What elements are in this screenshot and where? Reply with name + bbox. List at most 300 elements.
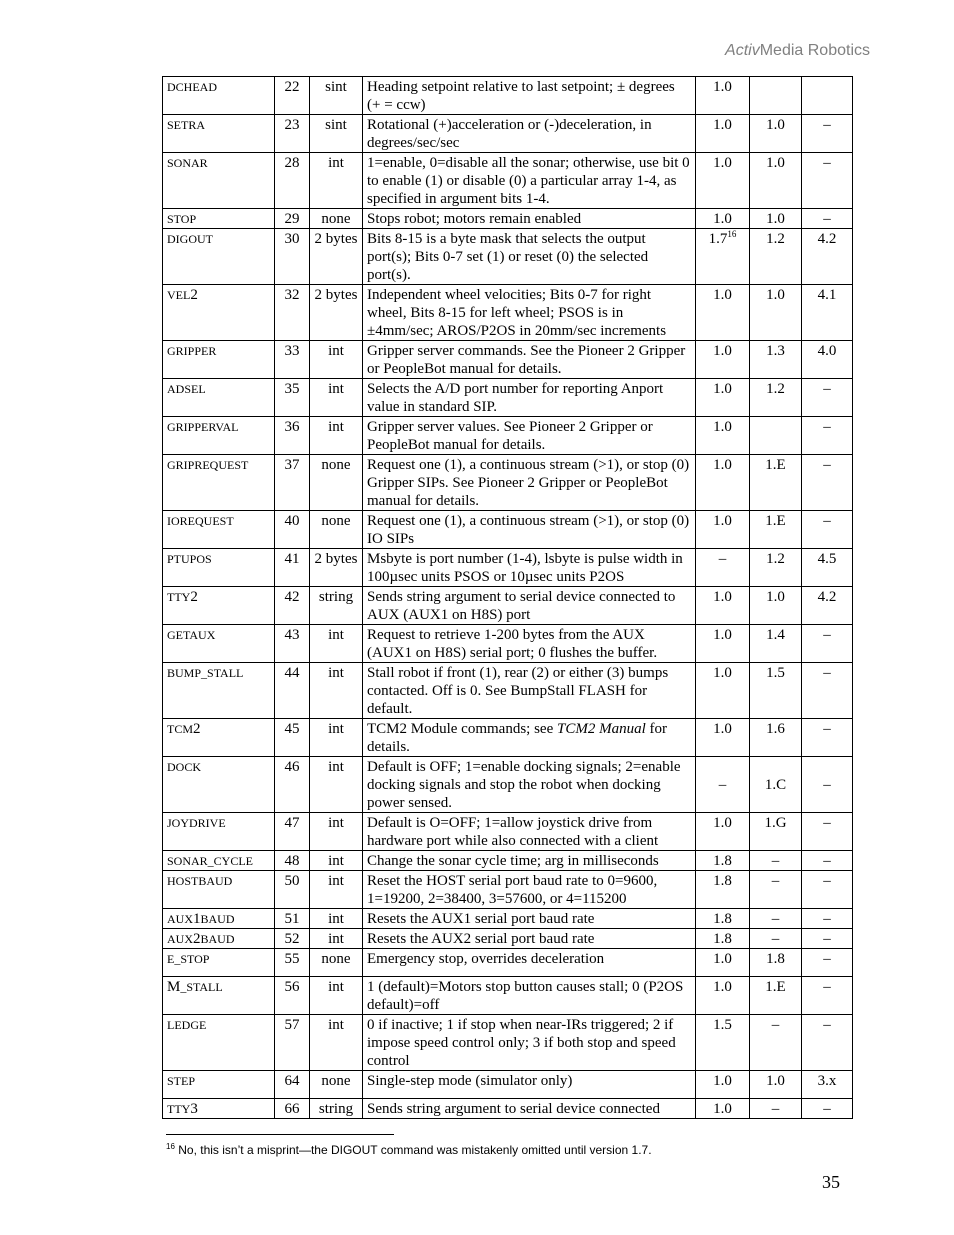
version-col-2: 1.0 bbox=[750, 1071, 802, 1099]
command-name bbox=[163, 379, 275, 417]
command-description bbox=[363, 663, 696, 719]
table-row bbox=[163, 511, 853, 549]
version-col-2: 1.0 bbox=[750, 153, 802, 209]
command-description bbox=[363, 77, 696, 115]
description-text: Request one (1), a continuous stream (>1), or stop (0) Gripper SIPs. See Pioneer 2 Gripper or PeopleBot manual for details. bbox=[367, 457, 690, 509]
command-arg: int bbox=[310, 719, 363, 757]
version-col-1 bbox=[696, 115, 750, 153]
version-col-3: – bbox=[802, 977, 853, 1015]
command-arg: none bbox=[310, 1071, 363, 1099]
table-row bbox=[163, 1099, 853, 1119]
table-row bbox=[163, 549, 853, 587]
version-value: 1.8 bbox=[713, 911, 732, 927]
command-arg: none bbox=[310, 511, 363, 549]
command-name-lead: M bbox=[167, 979, 181, 995]
table-row bbox=[163, 115, 853, 153]
version-col-3: – bbox=[802, 949, 853, 977]
command-name bbox=[163, 1099, 275, 1119]
description-text: Emergency stop, overrides deceleration bbox=[367, 951, 605, 967]
command-name-text: SETRA bbox=[167, 118, 206, 132]
version-col-2: – bbox=[750, 1099, 802, 1119]
footnote-number: 16 bbox=[166, 1142, 175, 1151]
command-arg: int bbox=[310, 757, 363, 813]
version-col-2: – bbox=[750, 871, 802, 909]
footnote-ref: 16 bbox=[727, 229, 737, 239]
command-arg: none bbox=[310, 455, 363, 511]
command-code: 45 bbox=[275, 719, 310, 757]
command-code: 56 bbox=[275, 977, 310, 1015]
version-col-1 bbox=[696, 909, 750, 929]
table-row bbox=[163, 851, 853, 871]
command-name bbox=[163, 229, 275, 285]
command-description bbox=[363, 341, 696, 379]
version-col-1 bbox=[696, 209, 750, 229]
table-row bbox=[163, 285, 853, 341]
command-code: 64 bbox=[275, 1071, 310, 1099]
command-code: 66 bbox=[275, 1099, 310, 1119]
command-description bbox=[363, 949, 696, 977]
description-text: Change the sonar cycle time; arg in milliseconds bbox=[367, 853, 659, 869]
command-name-text: GRIPPER bbox=[167, 344, 217, 358]
command-name-text: TTY bbox=[167, 1102, 191, 1116]
command-arg: 2 bytes bbox=[310, 229, 363, 285]
table-row bbox=[163, 813, 853, 851]
command-code: 37 bbox=[275, 455, 310, 511]
command-name-text: SONAR_CYCLE bbox=[167, 854, 254, 868]
command-name-text: LEDGE bbox=[167, 1018, 207, 1032]
command-code: 35 bbox=[275, 379, 310, 417]
description-text: Sends string argument to serial device connected to AUX (AUX1 on H8S) port bbox=[367, 589, 676, 623]
command-arg: int bbox=[310, 813, 363, 851]
command-code: 33 bbox=[275, 341, 310, 379]
version-col-1 bbox=[696, 813, 750, 851]
version-col-2: 1.E bbox=[750, 977, 802, 1015]
table-row bbox=[163, 341, 853, 379]
command-code: 28 bbox=[275, 153, 310, 209]
version-col-3: 4.2 bbox=[802, 229, 853, 285]
version-value: 1.0 bbox=[713, 589, 732, 605]
command-name-digit: 2 bbox=[193, 931, 201, 947]
command-name-text: GETAUX bbox=[167, 628, 216, 642]
command-arg: sint bbox=[310, 77, 363, 115]
version-col-3: 3.x bbox=[802, 1071, 853, 1099]
version-col-1 bbox=[696, 229, 750, 285]
version-col-1 bbox=[696, 153, 750, 209]
version-value: 1.0 bbox=[713, 419, 732, 435]
version-col-3: – bbox=[802, 871, 853, 909]
brand-rest: Media Robotics bbox=[759, 42, 870, 59]
command-arg: int bbox=[310, 851, 363, 871]
command-code: 40 bbox=[275, 511, 310, 549]
command-description bbox=[363, 587, 696, 625]
version-value: – bbox=[718, 551, 727, 567]
description-text: Resets the AUX2 serial port baud rate bbox=[367, 931, 595, 947]
version-col-3: – bbox=[802, 719, 853, 757]
command-description bbox=[363, 229, 696, 285]
command-name-text: AUX bbox=[167, 932, 193, 946]
command-name bbox=[163, 813, 275, 851]
command-code: 55 bbox=[275, 949, 310, 977]
table-row bbox=[163, 871, 853, 909]
command-code: 36 bbox=[275, 417, 310, 455]
command-name bbox=[163, 455, 275, 511]
table-row bbox=[163, 587, 853, 625]
command-description bbox=[363, 929, 696, 949]
command-name-text: TTY bbox=[167, 590, 191, 604]
version-value: 1.0 bbox=[713, 287, 732, 303]
description-text: Bits 8-15 is a byte mask that selects the output port(s); Bits 0-7 set (1) or reset (0) the selected port(s). bbox=[367, 231, 649, 283]
version-value: 1.0 bbox=[713, 1101, 732, 1117]
description-text: TCM2 Module commands; see bbox=[367, 721, 557, 737]
command-name bbox=[163, 757, 275, 813]
version-col-1 bbox=[696, 341, 750, 379]
command-description bbox=[363, 455, 696, 511]
version-value: 1.0 bbox=[713, 665, 732, 681]
command-code: 29 bbox=[275, 209, 310, 229]
table-row bbox=[163, 153, 853, 209]
table-row bbox=[163, 929, 853, 949]
version-col-2: 1.6 bbox=[750, 719, 802, 757]
command-name-suffix: BAUD bbox=[200, 932, 235, 946]
command-arg: sint bbox=[310, 115, 363, 153]
table-row bbox=[163, 625, 853, 663]
command-description bbox=[363, 813, 696, 851]
version-value: 1.0 bbox=[713, 381, 732, 397]
command-code: 30 bbox=[275, 229, 310, 285]
command-arg: int bbox=[310, 929, 363, 949]
command-arg: int bbox=[310, 153, 363, 209]
footnote-text: No, this isn’t a misprint—the DIGOUT command was mistakenly omitted until version 1.7. bbox=[178, 1143, 652, 1157]
version-col-3: – bbox=[802, 909, 853, 929]
command-name bbox=[163, 285, 275, 341]
version-col-1 bbox=[696, 1015, 750, 1071]
version-col-1 bbox=[696, 511, 750, 549]
command-description bbox=[363, 1015, 696, 1071]
command-description bbox=[363, 719, 696, 757]
command-arg: int bbox=[310, 1015, 363, 1071]
version-col-2: 1.E bbox=[750, 511, 802, 549]
command-name-text: TCM bbox=[167, 722, 194, 736]
version-value: 1.0 bbox=[713, 1073, 732, 1089]
version-col-1 bbox=[696, 1099, 750, 1119]
description-text: Resets the AUX1 serial port baud rate bbox=[367, 911, 595, 927]
version-value: 1.0 bbox=[713, 627, 732, 643]
command-code: 42 bbox=[275, 587, 310, 625]
command-name bbox=[163, 209, 275, 229]
command-code: 51 bbox=[275, 909, 310, 929]
version-col-1 bbox=[696, 663, 750, 719]
command-description bbox=[363, 209, 696, 229]
command-description bbox=[363, 757, 696, 813]
command-description bbox=[363, 549, 696, 587]
command-description bbox=[363, 977, 696, 1015]
command-code: 22 bbox=[275, 77, 310, 115]
command-description bbox=[363, 153, 696, 209]
version-col-2: 1.0 bbox=[750, 587, 802, 625]
command-name-text: AUX bbox=[167, 912, 193, 926]
version-value: 1.8 bbox=[713, 873, 732, 889]
command-description bbox=[363, 871, 696, 909]
command-code: 23 bbox=[275, 115, 310, 153]
table-row bbox=[163, 1071, 853, 1099]
command-name bbox=[163, 719, 275, 757]
version-col-2: – bbox=[750, 1015, 802, 1071]
table-row bbox=[163, 719, 853, 757]
command-code: 57 bbox=[275, 1015, 310, 1071]
version-col-2: 1.2 bbox=[750, 229, 802, 285]
description-text: 1=enable, 0=disable all the sonar; otherwise, use bit 0 to enable (1) or disable (0) a particular array 1-4, as specified in argument bits 1-4. bbox=[367, 155, 690, 207]
command-arg: none bbox=[310, 949, 363, 977]
command-name-text: DIGOUT bbox=[167, 232, 213, 246]
command-arg: int bbox=[310, 417, 363, 455]
version-col-2 bbox=[750, 77, 802, 115]
version-value: 1.0 bbox=[713, 79, 732, 95]
table-row bbox=[163, 77, 853, 115]
command-name bbox=[163, 625, 275, 663]
version-col-3: – bbox=[802, 455, 853, 511]
version-col-2: 1.C bbox=[750, 757, 802, 813]
version-col-2: 1.4 bbox=[750, 625, 802, 663]
command-name bbox=[163, 929, 275, 949]
description-text: Heading setpoint relative to last setpoint; ± degrees (+ = ccw) bbox=[367, 79, 675, 113]
version-col-3: – bbox=[802, 511, 853, 549]
version-col-3: – bbox=[802, 153, 853, 209]
description-text: Stops robot; motors remain enabled bbox=[367, 211, 582, 227]
command-name-text: E_STOP bbox=[167, 952, 210, 966]
version-col-2: – bbox=[750, 851, 802, 871]
version-col-3: 4.0 bbox=[802, 341, 853, 379]
command-description bbox=[363, 379, 696, 417]
command-name-text: ADSEL bbox=[167, 382, 206, 396]
command-description bbox=[363, 851, 696, 871]
version-col-1 bbox=[696, 549, 750, 587]
description-text: Default is O=OFF; 1=allow joystick drive from hardware port while also connected with a client bbox=[367, 815, 659, 849]
description-text: Request to retrieve 1-200 bytes from the AUX (AUX1 on H8S) serial port; 0 flushes the buffer. bbox=[367, 627, 658, 661]
command-description bbox=[363, 115, 696, 153]
version-col-2: 1.0 bbox=[750, 285, 802, 341]
version-col-3: – bbox=[802, 929, 853, 949]
version-value: 1.0 bbox=[713, 721, 732, 737]
command-description bbox=[363, 909, 696, 929]
version-col-2: 1.E bbox=[750, 455, 802, 511]
version-col-2: – bbox=[750, 909, 802, 929]
version-col-1 bbox=[696, 587, 750, 625]
version-col-2: 1.G bbox=[750, 813, 802, 851]
version-col-3 bbox=[802, 77, 853, 115]
command-arg: int bbox=[310, 909, 363, 929]
version-col-1 bbox=[696, 977, 750, 1015]
description-text: for details. bbox=[367, 721, 667, 755]
version-col-1 bbox=[696, 1071, 750, 1099]
version-col-1 bbox=[696, 757, 750, 813]
command-name-text: GRIPREQUEST bbox=[167, 458, 249, 472]
version-col-3: 4.1 bbox=[802, 285, 853, 341]
description-text: Request one (1), a continuous stream (>1), or stop (0) IO SIPs bbox=[367, 513, 690, 547]
command-code: 32 bbox=[275, 285, 310, 341]
command-name-text: IOREQUEST bbox=[167, 514, 234, 528]
command-name-digit: 2 bbox=[190, 589, 198, 605]
command-name-digit: 2 bbox=[193, 721, 201, 737]
version-col-1 bbox=[696, 417, 750, 455]
command-name bbox=[163, 909, 275, 929]
description-text: 0 if inactive; 1 if stop when near-IRs triggered; 2 if impose speed control only; 3 if both stop and speed control bbox=[367, 1017, 676, 1069]
command-name bbox=[163, 511, 275, 549]
command-description bbox=[363, 625, 696, 663]
command-description bbox=[363, 1099, 696, 1119]
version-value: 1.0 bbox=[713, 513, 732, 529]
version-value: 1.0 bbox=[713, 343, 732, 359]
description-italic: TCM2 Manual bbox=[556, 721, 646, 737]
version-col-1 bbox=[696, 929, 750, 949]
description-text: Sends string argument to serial device connected bbox=[367, 1101, 660, 1117]
command-code: 44 bbox=[275, 663, 310, 719]
command-name-text: VEL bbox=[167, 288, 191, 302]
command-name-text: DCHEAD bbox=[167, 80, 217, 94]
command-code: 47 bbox=[275, 813, 310, 851]
command-name bbox=[163, 977, 275, 1015]
description-text: Single-step mode (simulator only) bbox=[367, 1073, 573, 1089]
table-row bbox=[163, 757, 853, 813]
version-col-2: – bbox=[750, 929, 802, 949]
description-text: 1 (default)=Motors stop button causes stall; 0 (P2OS default)=off bbox=[367, 979, 684, 1013]
command-name-text: STEP bbox=[167, 1074, 196, 1088]
footnote bbox=[166, 1143, 652, 1157]
command-arg: int bbox=[310, 663, 363, 719]
version-col-3: – bbox=[802, 209, 853, 229]
command-name-digit: 2 bbox=[190, 287, 198, 303]
command-arg: int bbox=[310, 625, 363, 663]
command-description bbox=[363, 1071, 696, 1099]
command-name-text: BUMP_STALL bbox=[167, 666, 244, 680]
command-name bbox=[163, 549, 275, 587]
version-col-2 bbox=[750, 417, 802, 455]
version-value: 1.5 bbox=[713, 1017, 732, 1033]
command-name-text: JOYDRIVE bbox=[167, 816, 226, 830]
version-col-2: 1.5 bbox=[750, 663, 802, 719]
command-name bbox=[163, 417, 275, 455]
command-name bbox=[163, 949, 275, 977]
command-arg: int bbox=[310, 977, 363, 1015]
command-name-digit: 1 bbox=[193, 911, 201, 927]
version-col-1 bbox=[696, 719, 750, 757]
command-description bbox=[363, 285, 696, 341]
page-number: 35 bbox=[822, 1172, 840, 1192]
version-col-3: 4.5 bbox=[802, 549, 853, 587]
command-name-suffix: BAUD bbox=[200, 912, 235, 926]
version-value: 1.0 bbox=[713, 457, 732, 473]
version-col-1 bbox=[696, 455, 750, 511]
command-arg: int bbox=[310, 379, 363, 417]
command-name bbox=[163, 1015, 275, 1071]
command-description bbox=[363, 511, 696, 549]
command-code: 50 bbox=[275, 871, 310, 909]
command-name bbox=[163, 663, 275, 719]
command-name bbox=[163, 1071, 275, 1099]
version-col-3: – bbox=[802, 757, 853, 813]
description-text: Gripper server values. See Pioneer 2 Gripper or PeopleBot manual for details. bbox=[367, 419, 653, 453]
version-col-3: – bbox=[802, 115, 853, 153]
command-name-text: HOSTBAUD bbox=[167, 874, 233, 888]
command-name bbox=[163, 115, 275, 153]
command-name-text: STOP bbox=[167, 212, 197, 226]
command-name bbox=[163, 341, 275, 379]
command-name bbox=[163, 587, 275, 625]
version-col-1 bbox=[696, 949, 750, 977]
version-col-3: – bbox=[802, 663, 853, 719]
command-code: 43 bbox=[275, 625, 310, 663]
version-value: 1.0 bbox=[713, 951, 732, 967]
command-description bbox=[363, 417, 696, 455]
description-text: Gripper server commands. See the Pioneer 2 Gripper or PeopleBot manual for details. bbox=[367, 343, 686, 377]
command-name-text: _STALL bbox=[180, 980, 223, 994]
version-col-1 bbox=[696, 285, 750, 341]
table-row bbox=[163, 417, 853, 455]
brand-italic: Activ bbox=[725, 42, 760, 59]
table-row bbox=[163, 455, 853, 511]
version-col-2: 1.0 bbox=[750, 115, 802, 153]
version-col-3: – bbox=[802, 1015, 853, 1071]
command-code: 46 bbox=[275, 757, 310, 813]
description-text: Rotational (+)acceleration or (-)deceleration, in degrees/sec/sec bbox=[367, 117, 652, 151]
command-name bbox=[163, 851, 275, 871]
command-name bbox=[163, 871, 275, 909]
running-header bbox=[725, 42, 870, 60]
command-name bbox=[163, 77, 275, 115]
command-arg: 2 bytes bbox=[310, 285, 363, 341]
command-arg: string bbox=[310, 587, 363, 625]
description-text: Independent wheel velocities; Bits 0-7 for right wheel, Bits 8-15 for left wheel; PSOS is in ±4mm/sec; AROS/P2OS in 20mm/sec increments bbox=[367, 287, 667, 339]
version-value: 1.0 bbox=[713, 155, 732, 171]
version-col-1 bbox=[696, 625, 750, 663]
command-name-digit: 3 bbox=[190, 1101, 198, 1117]
version-col-2: 1.2 bbox=[750, 379, 802, 417]
version-value: 1.0 bbox=[713, 815, 732, 831]
version-col-3: – bbox=[802, 625, 853, 663]
version-col-3: – bbox=[802, 417, 853, 455]
description-text: Msbyte is port number (1-4), lsbyte is pulse width in 100µsec units PSOS or 10µsec units P2OS bbox=[367, 551, 683, 585]
version-col-3: – bbox=[802, 1099, 853, 1119]
version-value: 1.0 bbox=[713, 979, 732, 995]
command-table bbox=[162, 76, 853, 1119]
version-col-2: 1.8 bbox=[750, 949, 802, 977]
command-code: 52 bbox=[275, 929, 310, 949]
command-arg: int bbox=[310, 341, 363, 379]
table-row bbox=[163, 229, 853, 285]
command-name-text: SONAR bbox=[167, 156, 208, 170]
command-name-text: GRIPPERVAL bbox=[167, 420, 239, 434]
version-col-1 bbox=[696, 851, 750, 871]
version-value: 1.8 bbox=[713, 931, 732, 947]
version-value: – bbox=[718, 777, 727, 793]
description-text: Stall robot if front (1), rear (2) or either (3) bumps contacted. Off is 0. See BumpStall FLASH for default. bbox=[367, 665, 669, 717]
command-arg: 2 bytes bbox=[310, 549, 363, 587]
version-col-3: – bbox=[802, 379, 853, 417]
command-code: 48 bbox=[275, 851, 310, 871]
version-col-1 bbox=[696, 871, 750, 909]
description-text: Default is OFF; 1=enable docking signals; 2=enable docking signals and stop the robot when docking power sensed. bbox=[367, 759, 681, 811]
version-col-2: 1.3 bbox=[750, 341, 802, 379]
command-code: 41 bbox=[275, 549, 310, 587]
command-arg: int bbox=[310, 871, 363, 909]
version-value: 1.7 bbox=[708, 231, 728, 247]
version-value: 1.0 bbox=[713, 211, 732, 227]
version-col-1 bbox=[696, 379, 750, 417]
command-arg: string bbox=[310, 1099, 363, 1119]
version-col-2: 1.0 bbox=[750, 209, 802, 229]
version-col-3: 4.2 bbox=[802, 587, 853, 625]
table-row bbox=[163, 949, 853, 977]
footnote-rule bbox=[166, 1134, 394, 1135]
